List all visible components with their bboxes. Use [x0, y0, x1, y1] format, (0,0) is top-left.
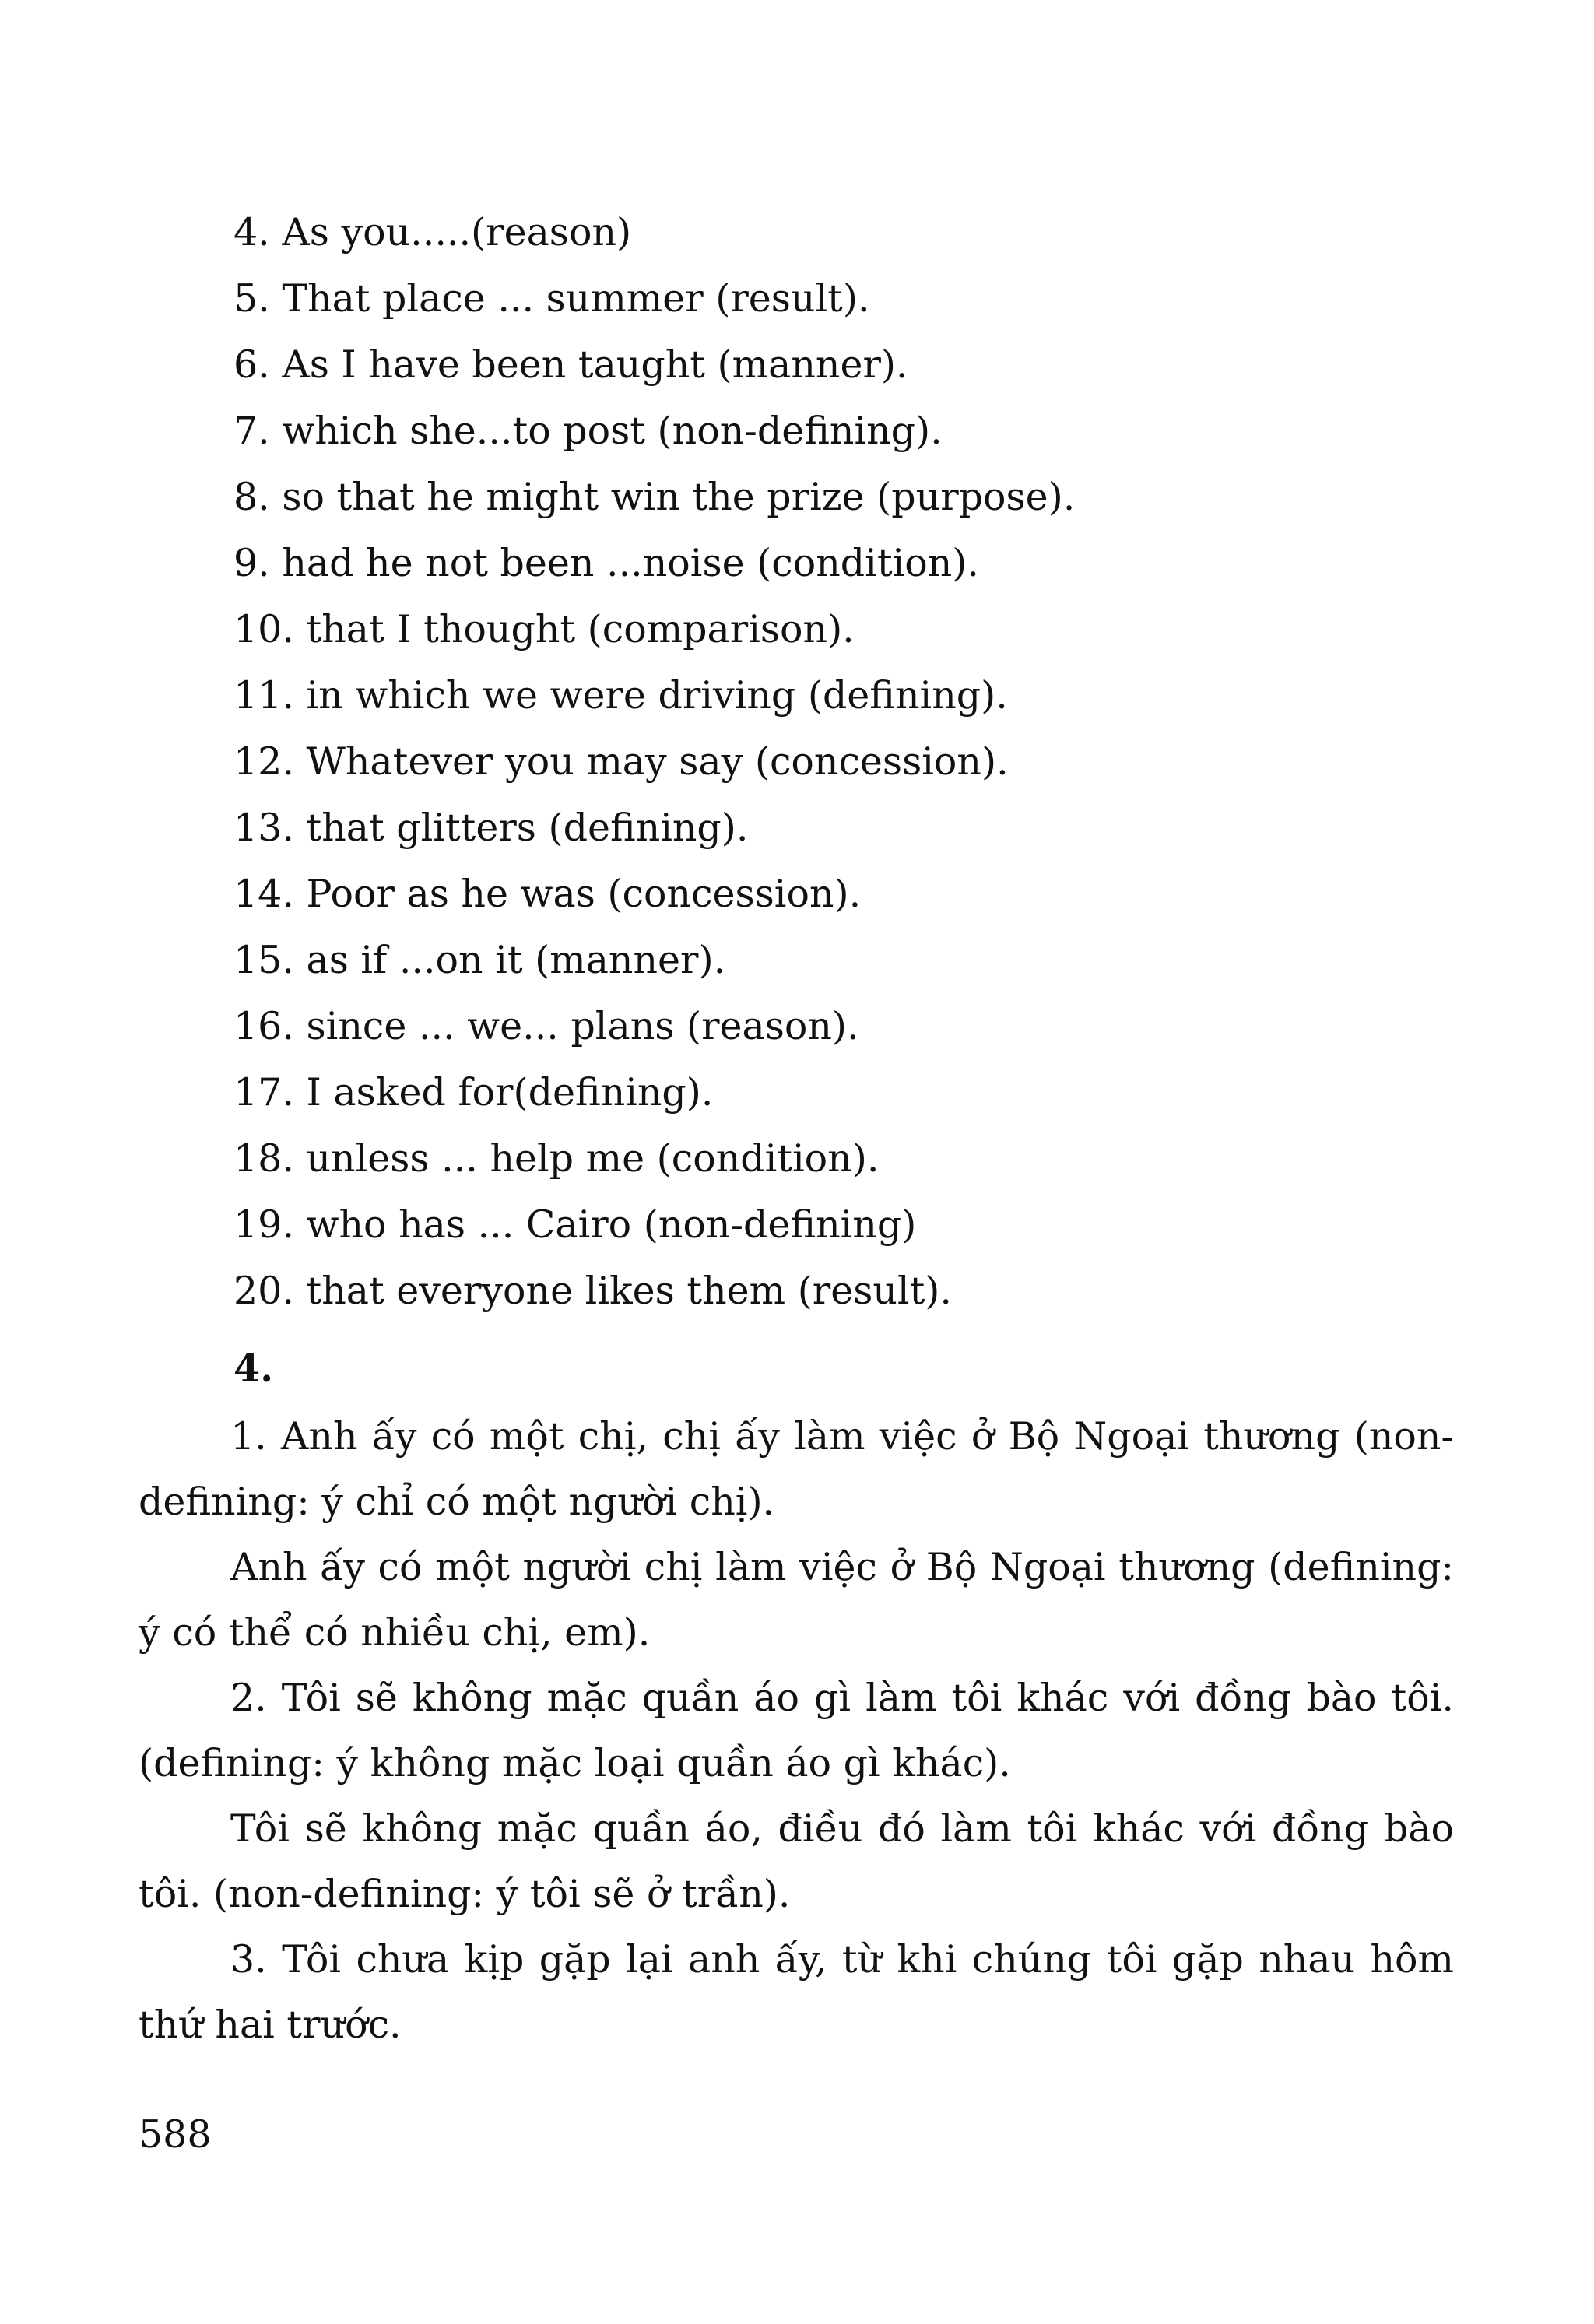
paragraph: 2. Tôi sẽ không mặc quần áo gì làm tôi khác với đồng bào tôi. (defining: ý không mặc loại quần áo gì khác). [139, 1676, 1454, 1785]
answer-item: 11. in which we were driving (defining). [233, 673, 1008, 718]
answer-item: 6. As I have been taught (manner). [233, 342, 908, 387]
answer-list [233, 199, 1075, 1324]
answer-item: 17. I asked for(defining). [233, 1070, 714, 1115]
paragraph: 1. Anh ấy có một chị, chị ấy làm việc ở Bộ Ngoại thương (non-defining: ý chỉ có một người chị). [139, 1414, 1454, 1524]
answer-item: 18. unless ... help me (condition). [233, 1136, 880, 1181]
answer-item: 14. Poor as he was (concession). [233, 872, 862, 916]
answer-item: 19. who has ... Cairo (non-defining) [233, 1202, 917, 1247]
answer-item: 7. which she...to post (non-defining). [233, 409, 943, 453]
answer-item: 10. that I thought (comparison). [233, 607, 855, 651]
answer-item: 4. As you.....(reason) [233, 210, 632, 255]
answer-item: 20. that everyone likes them (result). [233, 1269, 952, 1313]
page-number: 588 [139, 2112, 212, 2157]
answer-item: 8. so that he might win the prize (purpose). [233, 475, 1076, 519]
answer-item: 16. since ... we... plans (reason). [233, 1004, 859, 1048]
translation-body [139, 1404, 1454, 2058]
answer-item: 13. that glitters (defining). [233, 806, 749, 850]
paragraph: Anh ấy có một người chị làm việc ở Bộ Ngoại thương (defining: ý có thể có nhiều chị, em). [139, 1545, 1454, 1655]
answer-item: 5. That place ... summer (result). [233, 276, 870, 321]
answer-item: 9. had he not been ...noise (condition). [233, 541, 979, 585]
paragraph: 3. Tôi chưa kịp gặp lại anh ấy, từ khi chúng tôi gặp nhau hôm thứ hai trước. [139, 1937, 1454, 2047]
paragraph: Tôi sẽ không mặc quần áo, điều đó làm tôi khác với đồng bào tôi. (non-defining: ý tôi sẽ ở trần). [139, 1806, 1454, 1916]
section-heading: 4. [233, 1346, 274, 1391]
answer-item: 15. as if ...on it (manner). [233, 938, 726, 982]
answer-item: 12. Whatever you may say (concession). [233, 739, 1009, 784]
